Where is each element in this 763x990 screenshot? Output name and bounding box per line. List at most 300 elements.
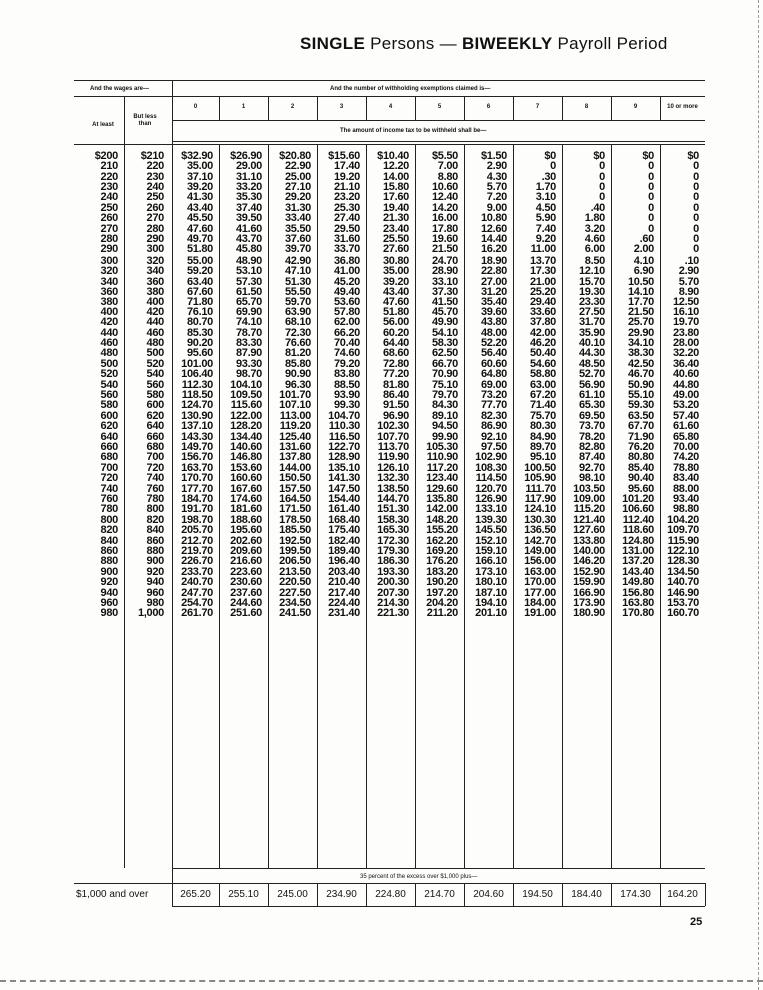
tax-cell: 43.80 [480,316,507,329]
tax-cell: 35.50 [284,222,311,235]
tax-cell: 23.40 [382,222,409,235]
tax-cell: 2.00 [633,243,654,256]
tax-cell: 251.60 [230,607,262,620]
tax-cell: 65.70 [235,296,262,309]
column-header: 7 [535,104,540,110]
tax-cell: 139.30 [475,514,507,526]
tax-cell: 159.90 [573,576,605,589]
tax-cell: 254.70 [181,596,213,609]
tax-cell: 186.30 [377,555,409,568]
tax-cell: 7.00 [437,160,458,173]
tax-cell: 19.20 [333,170,360,183]
tax-cell: 29.20 [284,191,311,204]
row-less-than: 660 [146,430,164,443]
tax-cell: 164.50 [279,492,311,505]
tax-cell: 0 [648,160,654,173]
tax-cell: 46.70 [627,368,654,381]
tax-cell: 0 [599,191,605,204]
tax-cell: 155.20 [426,524,458,537]
tax-cell: 106.40 [181,368,213,381]
tax-cell: 185.50 [279,524,311,537]
tax-cell: 70.40 [333,336,360,349]
tax-cell: 151.30 [377,503,409,516]
tax-cell: 204.20 [426,596,458,609]
tax-cell: 74.10 [235,316,262,329]
tax-cell: 201.10 [475,607,507,620]
tax-cell: 58.80 [529,368,556,381]
tax-cell: 60.60 [480,358,507,370]
tax-cell: 0 [550,160,556,173]
row-less-than: 500 [146,347,164,360]
tax-cell: 5.70 [486,180,507,193]
tax-cell: 29.90 [627,326,654,339]
tax-cell: 69.50 [578,410,605,422]
tax-cell: 53.20 [672,399,699,412]
tax-cell: 140.70 [667,576,699,589]
row-at-least: 640 [100,430,118,443]
over-1000-value: 214.70 [424,889,455,900]
row-at-least: 780 [100,503,118,516]
wages-header: And the wages are— [90,86,150,92]
row-at-least: 840 [100,534,118,547]
tax-cell: 31.60 [333,232,360,245]
tax-cell: 18.90 [480,255,507,267]
grid-line [74,80,705,81]
row-at-least: 260 [100,212,118,225]
tax-cell: 66.70 [431,358,458,370]
tax-cell: 0 [693,222,699,235]
tax-cell: 2.90 [678,265,699,278]
tax-cell: 23.20 [333,191,360,204]
tax-cell: 52.70 [578,368,605,381]
grid-line [172,120,705,121]
tax-cell: 146.80 [230,451,262,464]
tax-cell: 58.30 [431,336,458,349]
tax-cell: 110.90 [426,451,458,464]
tax-cell: 62.00 [333,316,360,329]
tax-cell: 61.10 [578,388,605,401]
tax-cell: 57.80 [333,306,360,318]
tax-cell: 12.20 [382,160,409,173]
tax-cell: 5.70 [678,275,699,288]
over-1000-value: 194.50 [522,889,553,900]
grid-line [366,144,367,868]
tax-cell: 0 [648,222,654,235]
row-at-least: 740 [100,482,118,495]
tax-cell: 169.20 [426,544,458,557]
tax-cell: 37.40 [235,202,262,214]
column-header: 9 [633,104,638,110]
tax-cell: 78.80 [672,462,699,474]
tax-cell: 4.10 [633,255,654,267]
tax-cell: 93.30 [235,358,262,370]
row-less-than: 560 [146,378,164,391]
tax-cell: 39.70 [284,243,311,256]
tax-cell: 33.60 [529,306,556,318]
tax-cell: 17.70 [627,296,654,309]
tax-cell: 42.00 [529,326,556,339]
tax-cell: 56.00 [382,316,409,329]
tax-cell: 197.20 [426,586,458,599]
tax-cell: 144.00 [279,462,311,474]
tax-cell: 184.00 [524,596,556,609]
row-less-than: 980 [146,596,164,609]
tax-cell: 224.40 [328,596,360,609]
tax-cell: 55.00 [186,255,213,267]
tax-cell: 86.90 [480,420,507,433]
tax-cell: 153.60 [230,462,262,474]
tax-cell: 113.00 [279,410,311,422]
tax-cell: 23.30 [578,296,605,309]
tax-cell: 109.00 [573,492,605,505]
tax-cell: 48.90 [235,255,262,267]
grid-line [317,144,318,868]
row-less-than: 800 [146,503,164,516]
tax-cell: 17.30 [529,265,556,278]
tax-cell: 0 [648,191,654,204]
tax-cell: 94.50 [431,420,458,433]
tax-cell: 90.90 [284,368,311,381]
tax-cell: .10 [684,255,699,267]
column-header: 1 [241,104,246,110]
exemptions-header: And the number of withholding exemptions claimed is— [330,86,491,92]
tax-cell: 84.30 [431,399,458,412]
tax-cell: 143.30 [181,430,213,443]
row-less-than: 230 [146,170,164,183]
tax-cell: 124.70 [181,399,213,412]
tax-cell: 31.20 [480,285,507,298]
row-at-least: 320 [100,265,118,278]
tax-cell: 194.10 [475,596,507,609]
row-at-least: 400 [100,306,118,318]
tax-cell: 0 [648,170,654,183]
tax-cell: 160.70 [667,607,699,620]
tax-cell: $1.50 [480,150,507,162]
tax-cell: 22.80 [480,265,507,278]
tax-cell: 171.50 [279,503,311,516]
tax-cell: 21.00 [529,275,556,288]
tax-cell: 17.80 [431,222,458,235]
tax-cell: 98.80 [672,503,699,516]
tax-cell: .40 [590,202,605,214]
tax-cell: 101.00 [181,358,213,370]
tax-cell: 147.50 [328,482,360,495]
tax-cell: 16.20 [480,243,507,256]
row-less-than: 740 [146,472,164,485]
tax-cell: 0 [693,180,699,193]
tax-cell: 63.00 [529,378,556,391]
row-at-least: 620 [100,420,118,433]
tax-cell: 27.00 [480,275,507,288]
tax-cell: 226.70 [181,555,213,568]
tax-cell: 54.10 [431,326,458,339]
row-less-than: 400 [146,296,164,309]
row-at-least: 520 [100,368,118,381]
tax-cell: 60.20 [382,326,409,339]
tax-cell: 163.80 [622,596,654,609]
tax-cell: 106.60 [622,503,654,516]
tax-cell: $0 [642,150,654,162]
tax-cell: 46.20 [529,336,556,349]
tax-cell: 80.80 [627,451,654,464]
tax-cell: 140.00 [573,544,605,557]
tax-cell: 167.60 [230,482,262,495]
tax-cell: 25.20 [529,285,556,298]
row-less-than: 680 [146,440,164,453]
tax-cell: 84.90 [529,430,556,443]
tax-cell: 53.10 [235,265,262,278]
row-at-least: 290 [100,243,118,256]
row-less-than: 960 [146,586,164,599]
tax-cell: 119.90 [377,451,409,464]
tax-cell: 88.50 [333,378,360,391]
tax-cell: 39.20 [186,180,213,193]
row-at-least: 680 [100,451,118,464]
tax-cell: 182.40 [328,534,360,547]
tax-cell: 125.40 [279,430,311,443]
tax-cell: 92.10 [480,430,507,443]
tax-cell: 15.70 [578,275,605,288]
tax-cell: 134.50 [667,566,699,578]
tax-cell: 6.00 [584,243,605,256]
tax-cell: 234.50 [279,596,311,609]
tax-cell: 83.30 [235,336,262,349]
row-less-than: 1,000 [137,607,164,620]
tax-cell: 25.00 [284,170,311,183]
tax-cell: 77.70 [480,399,507,412]
but-less-than-header: But less than [133,114,157,127]
tax-cell: 39.60 [480,306,507,318]
row-less-than: 720 [146,462,164,474]
tax-cell: 39.50 [235,212,262,225]
tax-cell: 81.80 [382,378,409,391]
row-less-than: 420 [146,306,164,318]
tax-cell: 87.90 [235,347,262,360]
scan-bottom-edge [0,980,763,982]
tax-cell: 39.20 [382,275,409,288]
tax-cell: 35.40 [480,296,507,309]
tax-cell: 136.50 [524,524,556,537]
tax-cell: 153.70 [667,596,699,609]
tax-cell: 72.80 [382,358,409,370]
row-at-least: 270 [100,222,118,235]
tax-cell: 146.20 [573,555,605,568]
tax-cell: 177.00 [524,586,556,599]
row-at-least: 280 [100,232,118,245]
tax-cell: 10.60 [431,180,458,193]
tax-cell: 28.90 [431,265,458,278]
tax-cell: 95.60 [627,482,654,495]
row-less-than: 880 [146,544,164,557]
tax-cell: 230.60 [230,576,262,589]
row-at-least: 980 [100,607,118,620]
tax-cell: 118.50 [181,388,213,401]
tax-cell: .60 [639,232,654,245]
grid-line [172,906,705,907]
tax-cell: 34.10 [627,336,654,349]
tax-cell: $10.40 [377,150,409,162]
tax-cell: 37.10 [186,170,213,183]
grid-line [415,144,416,868]
row-less-than: 540 [146,368,164,381]
row-less-than: 580 [146,388,164,401]
tax-cell: 55.50 [284,285,311,298]
tax-cell: 108.30 [475,462,507,474]
column-header: 3 [339,104,344,110]
tax-cell: 212.70 [181,534,213,547]
tax-cell: 85.40 [627,462,654,474]
tax-cell: 128.90 [328,451,360,464]
tax-cell: 22.90 [284,160,311,173]
row-less-than: 920 [146,566,164,578]
tax-cell: 33.20 [235,180,262,193]
row-less-than: 260 [146,202,164,214]
tax-cell: 65.30 [578,399,605,412]
row-less-than: 270 [146,212,164,225]
tax-cell: 30.80 [382,255,409,267]
tax-cell: 0 [693,160,699,173]
row-less-than: 520 [146,358,164,370]
tax-cell: 12.40 [431,191,458,204]
tax-cell: 137.80 [279,451,311,464]
tax-cell: 50.40 [529,347,556,360]
tax-cell: 71.80 [186,296,213,309]
tax-cell: 2.90 [486,160,507,173]
row-at-least: 880 [100,555,118,568]
tax-cell: 43.40 [186,202,213,214]
column-header: 10 or more [667,104,698,110]
tax-cell: 54.60 [529,358,556,370]
tax-cell: 74.60 [333,347,360,360]
tax-cell: 31.70 [578,316,605,329]
tax-cell: 27.50 [578,306,605,318]
tax-cell: 126.90 [475,492,507,505]
tax-cell: 14.00 [382,170,409,183]
tax-cell: 115.90 [667,534,699,547]
tax-cell: 47.60 [382,296,409,309]
over-1000-value: 164.20 [667,889,698,900]
tax-cell: 21.50 [627,306,654,318]
tax-cell: 0 [693,170,699,183]
tax-cell: 19.70 [672,316,699,329]
tax-cell: 79.70 [431,388,458,401]
tax-cell: 149.00 [524,544,556,557]
row-at-least: 420 [100,316,118,329]
tax-cell: 11.00 [530,243,556,256]
tax-cell: 21.30 [382,212,409,225]
tax-cell: 181.60 [230,503,262,516]
tax-cell: 159.10 [475,544,507,557]
row-at-least: 230 [100,180,118,193]
tax-cell: 12.10 [578,265,605,278]
tax-cell: 124.80 [622,534,654,547]
tax-cell: 52.20 [480,336,507,349]
tax-cell: 122.70 [328,440,360,453]
tax-cell: 82.80 [578,440,605,453]
tax-cell: 38.30 [627,347,654,360]
tax-cell: 105.90 [524,472,556,485]
tax-cell: 161.40 [328,503,360,516]
tax-cell: 0 [648,202,654,214]
tax-cell: 40.10 [578,336,605,349]
tax-cell: 49.70 [186,232,213,245]
row-at-least: 210 [100,160,118,173]
row-at-least: 900 [100,566,118,578]
tax-cell: 179.30 [377,544,409,557]
tax-cell: 111.70 [525,482,556,495]
tax-cell: 33.70 [333,243,360,256]
tax-cell: 148.20 [426,514,458,526]
tax-cell: 172.30 [377,534,409,547]
tax-cell: 205.70 [181,524,213,537]
tax-cell: 156.00 [524,555,556,568]
tax-cell: 175.40 [328,524,360,537]
tax-cell: 112.30 [181,378,213,391]
tax-cell: 23.80 [672,326,699,339]
grid-line [172,141,705,142]
tax-cell: 67.20 [529,388,556,401]
tax-cell: 101.70 [279,388,311,401]
tax-cell: 49.90 [431,316,458,329]
tax-cell: 37.30 [431,285,458,298]
row-less-than: 280 [146,222,164,235]
tax-cell: 133.80 [573,534,605,547]
tax-cell: 160.60 [230,472,262,485]
tax-cell: 99.90 [431,430,458,443]
tax-cell: 75.70 [529,410,556,422]
row-at-least: 360 [100,285,118,298]
tax-cell: 71.90 [627,430,654,443]
tax-cell: 85.30 [186,326,213,339]
tax-cell: 170.70 [181,472,213,485]
row-less-than: 900 [146,555,164,568]
tax-cell: 43.40 [382,285,409,298]
tax-cell: 42.90 [284,255,311,267]
grid-line [660,144,661,868]
grid-line [172,868,705,869]
tax-cell: 70.90 [431,368,458,381]
tax-cell: 123.40 [426,472,458,485]
tax-cell: 72.30 [284,326,311,339]
tax-cell: 163.70 [181,462,213,474]
tax-cell: 117.20 [426,462,458,474]
tax-cell: 93.90 [333,388,360,401]
tax-cell: 132.30 [377,472,409,485]
row-less-than: 700 [146,451,164,464]
row-at-least: 700 [100,462,118,474]
tax-cell: 76.60 [284,336,311,349]
tax-cell: 12.50 [672,296,699,309]
tax-cell: 97.50 [480,440,507,453]
tax-cell: 241.50 [279,607,311,620]
tax-cell: 68.10 [284,316,311,329]
over-1000-value: 184.40 [571,889,602,900]
tax-cell: 107.70 [377,430,409,443]
column-header: 6 [486,104,491,110]
tax-cell: 138.50 [377,482,409,495]
tax-cell: 1.80 [584,212,605,225]
tax-cell: 61.60 [672,420,699,433]
row-at-least: 440 [100,326,118,339]
tax-cell: 63.90 [284,306,311,318]
tax-cell: 213.50 [279,566,311,578]
tax-cell: 67.60 [186,285,213,298]
tax-cell: 33.10 [431,275,458,288]
tax-cell: 1.70 [535,180,556,193]
tax-cell: 220.50 [279,576,311,589]
tax-cell: 59.70 [284,296,311,309]
tax-cell: 36.40 [672,358,699,370]
